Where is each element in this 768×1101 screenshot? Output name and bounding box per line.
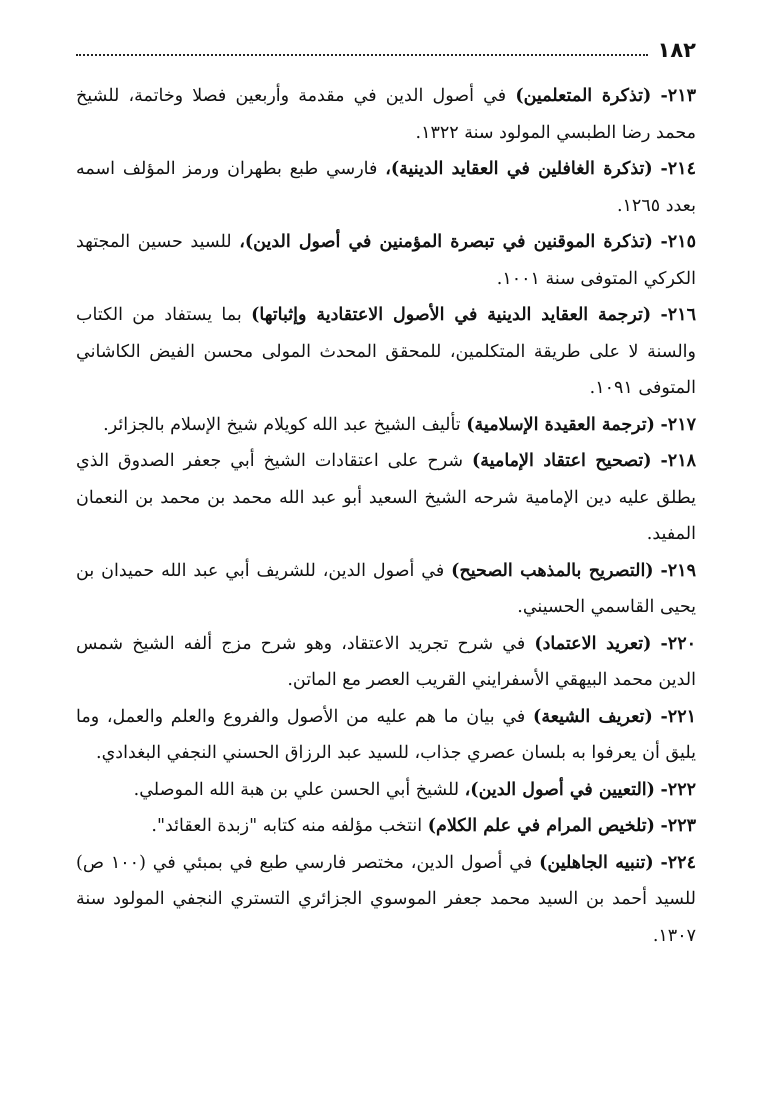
entry-title: (تعريف الشيعة) (533, 706, 653, 727)
entry-number: ٢١٧- (660, 414, 696, 435)
list-item (76, 224, 696, 297)
entry-number: ٢٢٣- (660, 816, 696, 836)
list-item (76, 772, 696, 809)
entry-title: (تنبيه الجاهلين) (539, 852, 654, 873)
entry-text: في شرح تجريد الاعتقاد، وهو شرح مزج ألفه الشيخ شمس الدين محمد البيهقي الأسفرايني القريب العصر مع الماتن. (76, 633, 696, 690)
entry-number: ٢١٨- (660, 451, 696, 471)
list-item (76, 407, 696, 444)
entry-number: ٢٢٢- (660, 779, 696, 800)
list-item (76, 553, 696, 626)
entry-number: ٢٢١- (660, 706, 696, 727)
entry-text: للسيد حسين المجتهد الكركي المتوفى سنة ١٠٠١. (76, 232, 696, 289)
entry-title: (تذكرة المتعلمين) (515, 86, 652, 106)
entry-title: (تلخيص المرام في علم الكلام) (427, 816, 655, 836)
entry-title: (تذكرة الموقنين في تبصرة المؤمنين في أصول الدين)، (239, 232, 653, 252)
entry-list (76, 78, 696, 954)
list-item (76, 151, 696, 224)
entry-number: ٢١٣- (660, 86, 696, 106)
entry-number: ٢٢٠- (660, 633, 696, 654)
entry-text: فارسي طبع بطهران ورمز المؤلف اسمه بعدد ١٢٦٥. (76, 159, 696, 216)
entry-number: ٢١٩- (660, 560, 696, 581)
entry-text: في أصول الدين، مختصر فارسي طبع في بمبئي في (١٠٠ ص) للسيد أحمد بن السيد محمد جعفر الموسوي الجزائري التستري النجفي المولود سنة ١٣٠٧. (76, 852, 696, 946)
entry-title: (تعريد الاعتماد) (534, 633, 652, 654)
entry-text: انتخب مؤلفه منه كتابه "زبدة العقائد". (151, 816, 423, 836)
entry-number: ٢٢٤- (660, 852, 696, 873)
entry-number: ٢١٥- (660, 232, 696, 252)
entry-number: ٢١٦- (660, 305, 696, 325)
entry-title: (تصحيح اعتقاد الإمامية) (472, 451, 652, 471)
entry-text: في أصول الدين في مقدمة وأربعين فصلا وخاتمة، للشيخ محمد رضا الطبسي المولود سنة ١٣٢٢. (76, 86, 696, 143)
entry-text: شرح على اعتقادات الشيخ أبي جعفر الصدوق الذي يطلق عليه دين الإمامية شرحه الشيخ السعيد أبو عبد الله محمد بن محمد بن النعمان المفيد. (76, 451, 696, 544)
list-item (76, 626, 696, 699)
entry-title: (ترجمة العقيدة الإسلامية) (466, 414, 655, 435)
entry-text: بما يستفاد من الكتاب والسنة لا على طريقة المتكلمين، للمحقق المحدث المولى محسن الفيض الكاشاني المتوفى ١٠٩١. (76, 305, 696, 398)
entry-title: (التعيين في أصول الدين)، (464, 779, 655, 800)
dotted-leader (76, 50, 648, 56)
entry-text: تأليف الشيخ عبد الله كويلام شيخ الإسلام بالجزائر. (103, 414, 461, 435)
entry-number: ٢١٤- (660, 159, 696, 179)
page-header (76, 30, 696, 62)
list-item (76, 845, 696, 955)
list-item (76, 297, 696, 407)
list-item (76, 808, 696, 845)
entry-title: (التصريح بالمذهب الصحيح) (451, 560, 654, 581)
list-item (76, 78, 696, 151)
entry-title: (ترجمة العقايد الدينية في الأصول الاعتقادية وإثباتها) (251, 305, 652, 325)
list-item (76, 443, 696, 553)
entry-text: في بيان ما هم عليه من الأصول والفروع والعلم والعمل، وما يليق أن يعرفوا به بلسان عصري جذاب، للسيد عبد الرزاق الحسني النجفي البغدادي. (76, 706, 696, 763)
page-number: ١٨٢ (657, 38, 696, 62)
entry-text: في أصول الدين، للشريف أبي عبد الله حميدان بن يحيى القاسمي الحسيني. (76, 560, 696, 617)
entry-text: للشيخ أبي الحسن علي بن هبة الله الموصلي. (133, 779, 460, 800)
book-page (76, 30, 696, 1061)
list-item (76, 699, 696, 772)
entry-title: (تذكرة الغافلين في العقايد الدينية)، (385, 159, 653, 179)
